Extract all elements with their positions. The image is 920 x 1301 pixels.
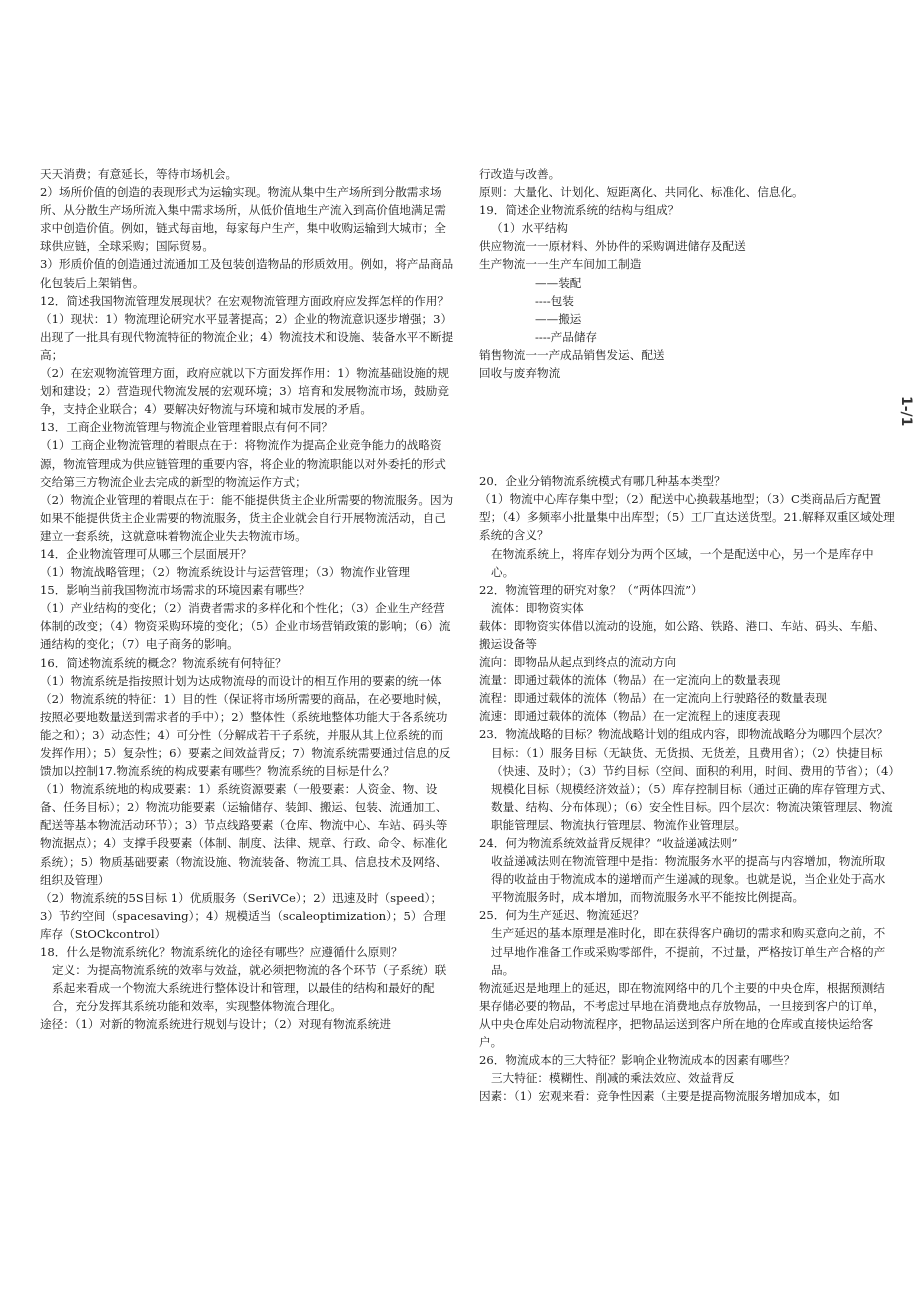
paragraph: 三大特征：模糊性、削减的乘法效应、效益背反 bbox=[491, 1071, 735, 1086]
paragraph: （1）物流系统是指按照计划为达成物流母的而设计的相互作用的要素的统一体 bbox=[40, 673, 442, 688]
paragraph: 定义：为提高物流系统的效率与效益，就必须把物流的各个环节（子系统）联系起来看成一个物流大系统进行整体设计和管理，以最佳的结构和最好的配合，充分发挥其系统功能和效率，实现整体物流合理化。 bbox=[52, 963, 447, 1014]
paragraph: 原则：大量化、计划化、短距离化、共同化、标准化、信息化。 bbox=[479, 185, 804, 200]
list-item: ——装配 bbox=[535, 275, 582, 290]
paragraph: （1）工商企业物流管理的着眼点在于：将物流作为提高企业竞争能力的战略资源，物流管理成为供应链管理的重要内容，将企业的物流职能以对外委托的形式交给第三方物流企业去完成的新型的物流运作方式； bbox=[40, 438, 446, 489]
question-heading: 26．物流成本的三大特征？影响企业物流成本的因素有哪些？ bbox=[479, 1053, 796, 1068]
paragraph: （2）物流企业管理的着眼点在于：能不能提供货主企业所需要的物流服务。因为如果不能提供货主企业需要的物流服务，货主企业就会自行开展物流活动，自己建立一套系统，这就意味着物流企业失去物流市场。 bbox=[40, 492, 454, 543]
paragraph: 因素：（1）宏观来看：竞争性因素（主要是提高物流服务增加成本，如 bbox=[479, 1089, 840, 1104]
paragraph: 流向：即物品从起点到终点的流动方向 bbox=[479, 655, 677, 670]
paragraph: 供应物流一一原材料、外协件的采购调进储存及配送 bbox=[479, 239, 746, 254]
paragraph: 生产物流一一生产车间加工制造 bbox=[479, 257, 642, 272]
margin-page-mark: 1-/1 bbox=[898, 396, 914, 427]
paragraph: 行改造与改善。 bbox=[479, 167, 561, 181]
paragraph: 销售物流一一产成品销售发运、配送 bbox=[479, 347, 665, 362]
paragraph: （1）物流战略管理；（2）物流系统设计与运营管理；（3）物流作业管理 bbox=[40, 565, 410, 580]
question-heading: 12．简述我国物流管理发展现状？在宏观物流管理方面政府应发挥怎样的作用？ bbox=[40, 293, 449, 308]
paragraph: 2）场所价值的创造的表现形式为运输实现。物流从集中生产场所到分散需求场所、从分散生产场所流入集中需求场所，从低价值地生产流入到高价值地满足需求中创造价值。例如，链式每亩地，每家每户生产，集中收购运输到大城市；全球供应链，全球采购；国际贸易。 bbox=[40, 185, 446, 254]
paragraph: （1）物流中心库存集中型；（2）配送中心换载基地型；（3）C类商品后方配置型；（4）多频率小批量集中出库型；（5）工厂直达送货型。21.解释双重区域处理系统的含义？ bbox=[479, 492, 895, 543]
list-item: ----包装 bbox=[535, 293, 574, 308]
question-heading: 13．工商企业物流管理与物流企业管理着眼点有何不同？ bbox=[40, 420, 334, 435]
question-heading: 14．企业物流管理可从哪三个层面展开？ bbox=[40, 546, 252, 561]
question-heading: 24．何为物流系统效益背反规律？“收益递减法则” bbox=[479, 836, 738, 850]
question-heading: 20．企业分销物流系统模式有哪几种基本类型？ bbox=[479, 474, 726, 489]
question-heading: 25．何为生产延迟、物流延迟？ bbox=[479, 908, 645, 923]
paragraph: 回收与废弃物流 bbox=[479, 366, 561, 381]
left-column bbox=[40, 165, 454, 1034]
question-heading: 16．简述物流系统的概念？物流系统有何特征？ bbox=[40, 655, 287, 670]
paragraph: 载体：即物资实体借以流动的设施，如公路、铁路、港口、车站、码头、车船、搬运设备等 bbox=[479, 618, 885, 651]
paragraph: 生产延迟的基本原理是准时化，即在获得客户确切的需求和购买意向之前，不过早地作准备工作或采购零部件，不提前，不过量，严格按订单生产合格的产品。 bbox=[491, 926, 886, 977]
paragraph: 途径：（1）对新的物流系统进行规划与设计；（2）对现有物流系统进 bbox=[40, 1017, 391, 1032]
paragraph: 物流延迟是地理上的延迟，即在物流网络中的几个主要的中央仓库，根据预测结果存储必要的物品，不考虑过早地在消费地点存放物品，一旦接到客户的订单，从中央仓库处启动物流程序，把物品运送到客户所在地的仓库或直接快运给客户。 bbox=[479, 980, 885, 1050]
paragraph: （2）物流系统的特征：1）目的性（保证将市场所需要的商品，在必要地时候，按照必要地数量送到需求者的手中）；2）整体性（系统地整体功能大于各系统功能之和）；3）动态性；4）可分性（分解成若干子系统，并服从其上位系统的而发挥作用）；5）复杂性；6）要素之间效益背反；7）物流系统需要通过信息的反馈加以控制17.物流系统的构成要素有哪些？物流系统的目标是什么？ bbox=[40, 691, 451, 779]
paragraph: 在物流系统上，将库存划分为两个区域，一个是配送中心，另一个是库存中心。 bbox=[491, 546, 874, 579]
paragraph: （1）现状：1）物流理论研究水平显著提高；2）企业的物流意识逐步增强；3）出现了一批具有现代物流特征的物流企业；4）物流技术和设施、装备水平不断提高； bbox=[40, 311, 454, 362]
paragraph: 流体：即物资实体 bbox=[491, 600, 584, 615]
question-heading: 19．简述企业物流系统的结构与组成？ bbox=[479, 203, 680, 218]
paragraph: （2）在宏观物流管理方面，政府应就以下方面发挥作用：1）物流基础设施的规划和建设；2）营造现代物流发展的宏观环境；3）培育和发展物流市场，鼓励竞争，支持企业联合；4）要解决好物流与环境和城市发展的矛盾。 bbox=[40, 366, 449, 417]
paragraph: （1）水平结构 bbox=[491, 221, 568, 236]
paragraph: 天天消费；有意延长，等待市场机会。 bbox=[40, 167, 238, 181]
paragraph: （1）产业结构的变化；（2）消费者需求的多样化和个性化；（3）企业生产经营体制的改变；（4）物资采购环境的变化；（5）企业市场营销政策的影响；（6）流通结构的变化；（7）电子商务的影响。 bbox=[40, 601, 451, 652]
paragraph: 流程：即通过载体的流体（物品）在一定流向上行驶路径的数量表现 bbox=[479, 691, 827, 706]
list-item: ----产品储存 bbox=[535, 329, 598, 344]
paragraph: 目标：（1）服务目标（无缺货、无货损、无货差，且费用省）；（2）快捷目标（快速、及时）；（3）节约目标（空间、面积的利用，时间、费用的节省）；（4）规模化目标（规模经济效益）；（5）库存控制目标（通过正确的库存管理方式、数量、结构、分布体现）；（6）安全性目标。四个层次：物流决策管理层、物流职能管理层、物流执行管理层、物流作业管理层。 bbox=[491, 745, 895, 832]
question-heading: 22．物流管理的研究对象？（“两体四流”） bbox=[479, 582, 703, 597]
blank-gap bbox=[479, 382, 895, 472]
paragraph: （2）物流系统的5S目标 1）优质服务（SeriVCe）；2）迅速及时（speed）；3）节约空间（spacesaving）；4）规模适当（scaleoptimization）；5）合理库存（StOCkcontrol） bbox=[40, 890, 446, 941]
paragraph: 流量：即通过载体的流体（物品）在一定流向上的数量表现 bbox=[479, 673, 781, 688]
paragraph: 3）形质价值的创造通过流通加工及包装创造物品的形质效用。例如，将产品商品化包装后上架销售。 bbox=[40, 257, 454, 290]
paragraph: （1）物流系统地的构成要素：1）系统资源要素（一般要素：人资金、物、设备、任务目标）；2）物流功能要素（运输储存、装卸、搬运、包装、流通加工、配送等基本物流活动环节）；3）节点线路要素（仓库、物流中心、车站、码头等物流据点）；4）支撑手段要素（体制、制度、法律、规章、行政、命令、标准化系统）；5）物质基础要素（物流设施、物流装备、物流工具、信息技术及网络、组织及管理） bbox=[40, 782, 448, 887]
question-heading: 15．影响当前我国物流市场需求的环境因素有哪些？ bbox=[40, 583, 310, 598]
paragraph: 收益递减法则在物流管理中是指：物流服务水平的提高与内容增加，物流所取得的收益由于物流成本的递增而产生递减的现象。也就是说，当企业处于高水平物流服务时，成本增加，而物流服务水平不能按比例提高。 bbox=[491, 854, 886, 905]
paragraph: 流速：即通过载体的流体（物品）在一定流程上的速度表现 bbox=[479, 709, 781, 724]
list-item: ——搬运 bbox=[535, 311, 582, 326]
right-column bbox=[479, 165, 895, 1105]
question-heading: 23．物流战略的目标？物流战略计划的组成内容，即物流战略分为哪四个层次？ bbox=[479, 727, 888, 742]
question-heading: 18．什么是物流系统化？物流系统化的途径有哪些？应遵循什么原则？ bbox=[40, 945, 403, 960]
